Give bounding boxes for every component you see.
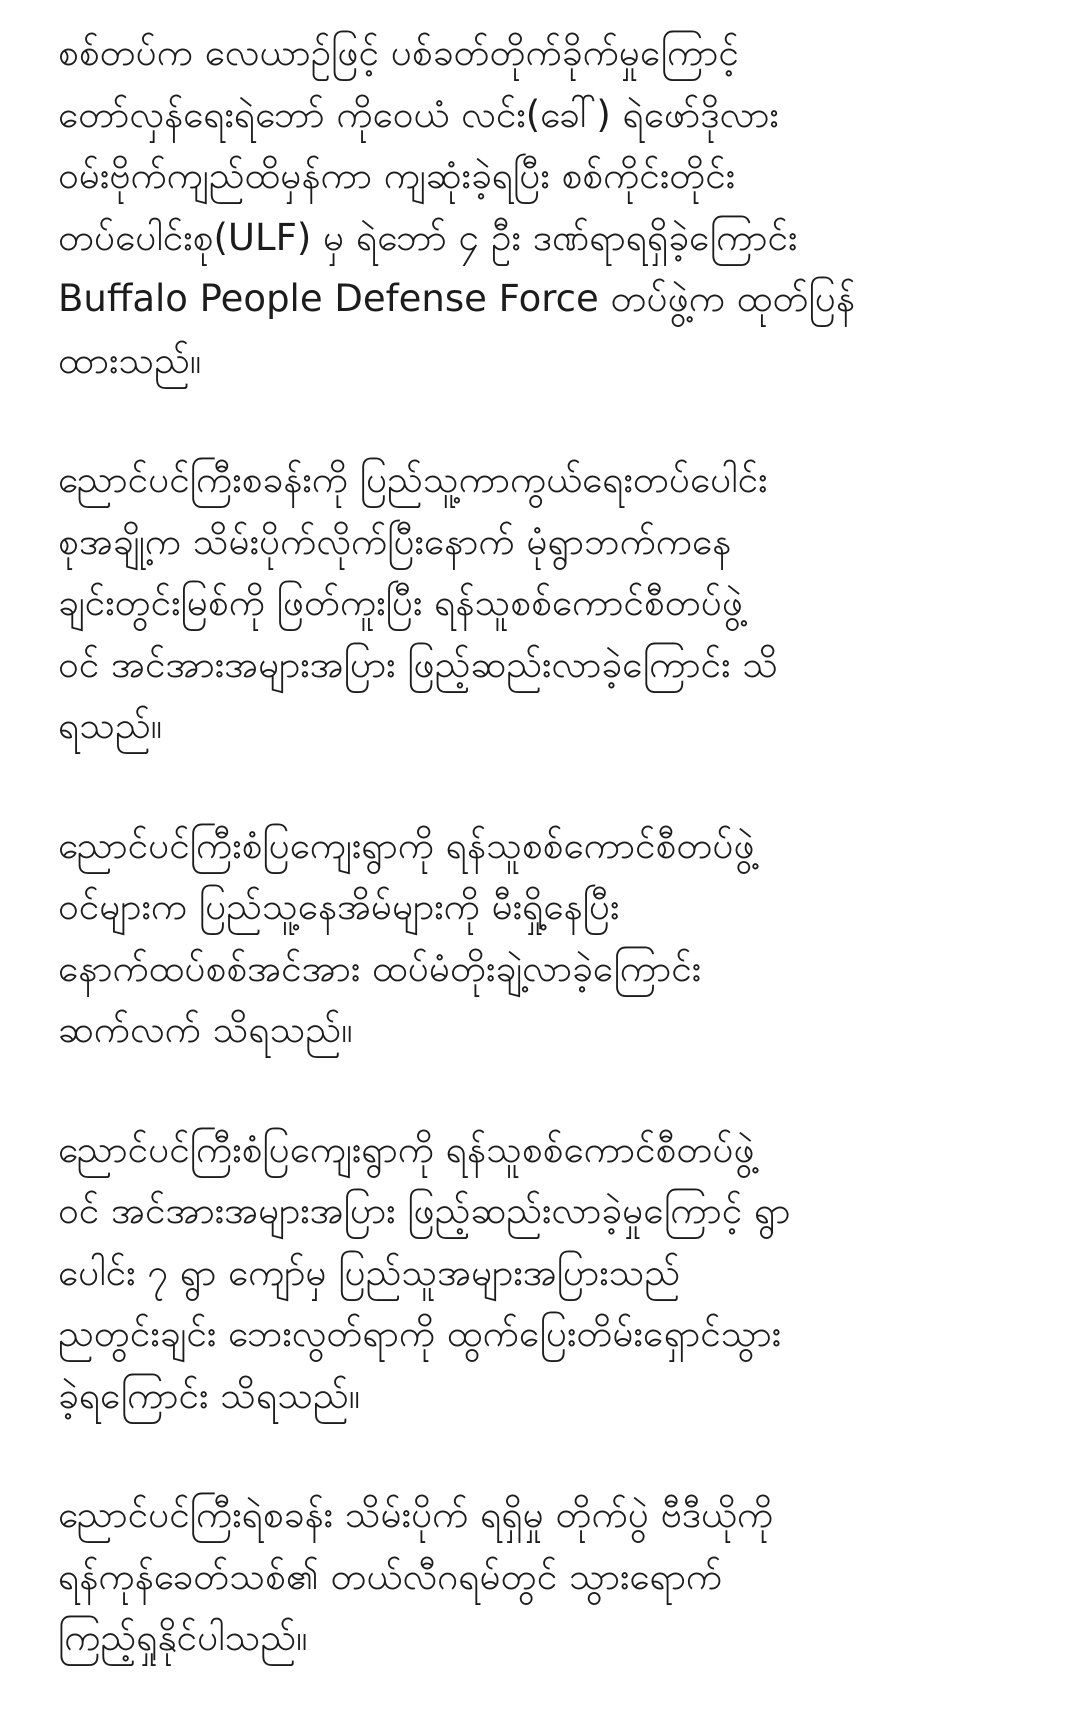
text-line: ထားသည်။ <box>58 338 202 382</box>
text-line: ဝင်များက ပြည်သူ့နေအိမ်များကို မီးရှို့နေပြီး <box>58 885 620 928</box>
paragraph <box>58 449 1048 757</box>
text-line: ချင်းတွင်းမြစ်ကို ဖြတ်ကူးပြီး ရန်သူစစ်ကောင်စီတပ်ဖွဲ့ <box>58 581 744 624</box>
paragraph <box>58 1119 1048 1427</box>
text-line: ဝင် အင်အားအများအပြား ဖြည့်ဆည်းလာခဲ့မှုကြောင့် ရွာ <box>58 1189 791 1232</box>
text-line: တပ်ပေါင်းစု(ULF) မှ ရဲဘော် ၄ ဦး ဒဏ်ရာရရှိခဲ့ကြောင်း <box>58 215 798 259</box>
text-line: ညောင်ပင်ကြီးစခန်းကို ပြည်သူ့ကာကွယ်ရေးတပ်ပေါင်း <box>58 458 768 501</box>
text-line: စစ်တပ်က လေယာဉ်ဖြင့် ပစ်ခတ်တိုက်ခိုက်မှုကြောင့် <box>58 31 739 74</box>
text-line: ညောင်ပင်ကြီးရဲစခန်း သိမ်းပိုက် ရရှိမှု တိုက်ပွဲ ဗီဒီယိုကို <box>58 1493 774 1536</box>
text-line: ဝမ်းဗိုက်ကျည်ထိမှန်ကာ ကျဆုံးခဲ့ရပြီး စစ်ကိုင်းတိုင်း <box>58 154 736 197</box>
text-line: ညတွင်းချင်း ဘေးလွတ်ရာကို ထွက်ပြေးတိမ်းရှောင်သွား <box>58 1312 782 1355</box>
paragraph <box>58 1484 1048 1669</box>
text-line: ရန်ကုန်ခေတ်သစ်၏ တယ်လီဂရမ်တွင် သွားရောက် <box>58 1554 723 1598</box>
text-line: ခဲ့ရကြောင်း သိရသည်။ <box>58 1373 360 1417</box>
text-line: နောက်ထပ်စစ်အင်အား ထပ်မံတိုးချဲ့လာခဲ့ကြောင်း <box>58 946 702 990</box>
text-line: စုအချို့က သိမ်းပိုက်လိုက်ပြီးနောက် မုံရွာဘက်ကနေ <box>58 519 732 563</box>
text-line: ညောင်ပင်ကြီးစံပြကျေးရွာကို ရန်သူစစ်ကောင်စီတပ်ဖွဲ့ <box>58 1127 755 1171</box>
text-line: ပေါင်း ၇ ရွာ ကျော်မှ ပြည်သူအများအပြားသည် <box>58 1250 681 1294</box>
text-line: တော်လှန်ရေးရဲဘော် ကိုဝေယံ လင်း(ခေါ်) ရဲဖော်ဒိုလား <box>58 92 779 136</box>
text-line: Buffalo People Defense Force တပ်ဖွဲ့က ထုတ်ပြန် <box>58 277 856 320</box>
article-body <box>58 22 1048 1727</box>
text-line: ညောင်ပင်ကြီးစံပြကျေးရွာကို ရန်သူစစ်ကောင်စီတပ်ဖွဲ့ <box>58 823 755 867</box>
text-line: ဆက်လက် သိရသည်။ <box>58 1008 353 1051</box>
paragraph <box>58 22 1048 391</box>
text-line: ရသည်။ <box>58 704 162 747</box>
text-line: ကြည့်ရှုနိုင်ပါသည်။ <box>58 1616 308 1659</box>
text-line: ဝင် အင်အားအများအပြား ဖြည့်ဆည်းလာခဲ့ကြောင်း သိ <box>58 642 779 686</box>
paragraph <box>58 815 1048 1061</box>
